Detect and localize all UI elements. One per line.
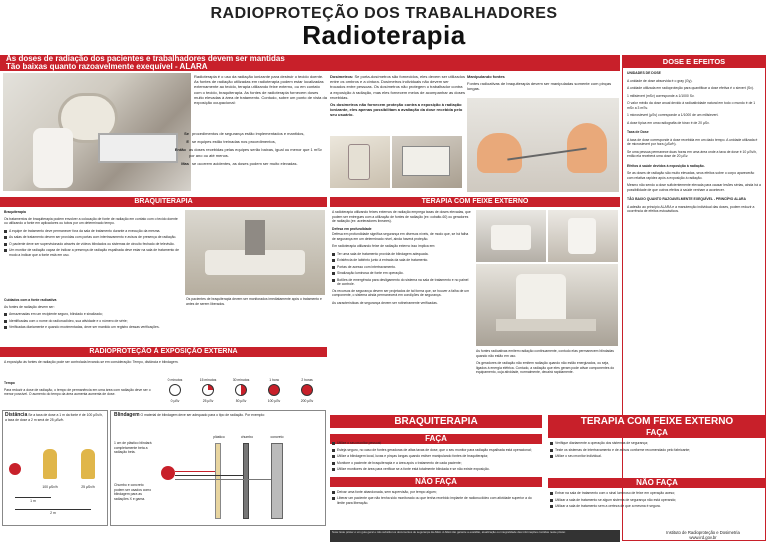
shield-label: plástico [213, 435, 225, 439]
institution-url[interactable]: www.ird.gov.br [689, 535, 717, 540]
doses-u6: A dose típica em uma radiografia de tórax é de 20 µSv. [627, 120, 710, 125]
feixe-text [332, 210, 472, 305]
beam-line [175, 479, 271, 480]
faca-braqui-item: Monitore o paciente de braquiterapia e a área após o tratamento de cada paciente; [332, 461, 540, 466]
feixe-item: Existência de labirinto junto à entrada da sala de tratamento. [332, 258, 472, 263]
doses-taxa: Taxa de Dose [627, 130, 649, 134]
faca-braqui-item: Utilize monitores de área para verificar se a fonte está totalmente blindada e se não existe exposição. [332, 467, 540, 472]
feixe-sistema: Em radioterapia utilizando feixe de radiação externo isso implica em: [332, 244, 436, 248]
faca-braqui-item: Utilize o seu monitor pessoal; [332, 441, 540, 446]
cond-mas-label: Mas [181, 160, 189, 166]
disclaimer-text: Nota: Este pôster é um guia geral e não substitui os documentos de segurança da AIEA. A AIEA não garante a exatidão, atualização ou integralidade das informações contidas neste pôster. [332, 530, 566, 534]
doses-u1: A unidade de dose absorvida é o gray (Gy). [627, 78, 693, 83]
blindagem-note-1: 1 cm de plástico blindará completamente beta a radiação beta. [114, 441, 152, 454]
cuidados-title: Cuidados com a fonte radioativa [4, 298, 57, 302]
exposicao-intro: A exposição às fontes de radiação pode ser controlada levando-se em consideração: Tempo, distância e blindagem. [4, 360, 179, 364]
intro-conditions [174, 131, 327, 166]
dose-label: 50 µSv [235, 399, 247, 403]
dose-label: 25 µSv [202, 399, 214, 403]
card-photo [392, 136, 462, 188]
blindagem-block [110, 410, 326, 526]
institution-name: Instituto de Radioproteção e Dosimetria [666, 530, 740, 535]
manipulando-text: Fontes radioativas de braquiterapia devem ser manipuladas somente com pinças longas. [467, 81, 612, 92]
time-label: 15 minutos [199, 378, 217, 382]
faca-feixe-panel [548, 415, 766, 529]
header-title-line1: RADIOPROTEÇÃO DOS TRABALHADORES [210, 5, 558, 22]
dist-dose-2: 25 µSv/h [81, 485, 95, 489]
feixe-intro: A radioterapia utilizando feixes externos de radiação emprega taxas de doses elevadas, que podem ser entregues com a utilização de fontes de radiação (ex: cobalto-60) ou geradores de radiação (ex: aceleradores lineares). [332, 210, 471, 223]
faca-feixe-faca: FAÇA [548, 428, 766, 438]
header [0, 0, 768, 52]
dosimetros-block [330, 74, 465, 118]
clock-icon [202, 384, 214, 396]
braqui-item: Um monitor de radiação capaz de indicar a presença de radiação espalhada deve estar na sala de tratamento de modo a indicar que a fonte está em uso. [4, 248, 182, 257]
blindagem-note-2: Chumbo e concreto podem ser usados como blindagem para as radiações X e gama. [114, 483, 152, 501]
doses-e2: Mesmo não sendo a dose suficientemente elevada para causar lesões sérias, ainda há a possibilidade de que outros efeitos à saúde venham a acontecer. [627, 183, 761, 192]
faca-braqui-item: Esteja seguro, no caso de fontes geradoras de altas taxas de dose, que o seu monitor para radiação espalhada está operacional; [332, 448, 540, 453]
banner-line1: As doses de radiação dos pacientes e trabalhadores devem ser mantidas [6, 54, 285, 63]
faca-braqui-item: Utilize a blindagem local, luvas e pinças longas quando estiver manipulando fontes de braquiterapia; [332, 454, 540, 459]
braqui-caption: Os pacientes de braquiterapia devem ser monitorados imediatamente após o tratamento e antes de serem liberados. [186, 297, 322, 306]
nao-faca-braqui: NÃO FAÇA [330, 477, 542, 487]
footer-disclaimer [330, 530, 620, 542]
doses-u2: A unidade utilizada em radioproteção para quantificar a dose efetiva é o sievert (Sv). [627, 86, 754, 90]
shield-label: chumbo [240, 435, 254, 439]
faca-feixe-item: Verifique diariamente a operação dos sistemas de segurança; [550, 441, 764, 446]
blindagem-title: Blindagem [114, 412, 140, 418]
braqui-photo [185, 210, 325, 295]
plastic-shield [215, 443, 221, 519]
exposicao-title: RADIOPROTEÇÃO À EXPOSIÇÃO EXTERNA [0, 347, 327, 357]
dosimeter-photo [330, 136, 390, 188]
beam-line [175, 471, 215, 472]
cond-se-text: procedimentos de segurança estão implementados e mantidos, [192, 131, 305, 136]
feixe-item: Portas de acesso com intertravamento. [332, 265, 472, 270]
doses-title: DOSE E EFEITOS [623, 56, 765, 68]
braqui-item: A equipe de tratamento deve permanecer fora da sala de tratamento durante a execução da mesma. [4, 229, 182, 234]
distancia-title: Distância [5, 412, 28, 418]
nao-faca-feixe: NÃO FAÇA [548, 478, 766, 488]
distance-arrow [15, 509, 91, 510]
cuidados-item: Armazenadas em um recipiente seguro, blindado e sinalizado; [4, 312, 324, 317]
concrete-shield [271, 443, 283, 519]
nao-faca-braqui-item: Deixar uma fonte abandonada, sem supervisão, por tempo algum; [332, 490, 540, 495]
forceps-photo [467, 98, 619, 192]
banner-line2: Tão baixas quanto razoavelmente exequível - ALARA [6, 62, 208, 71]
feixe-caracter: As características de segurança devem ser rotineiramente verificadas. [332, 300, 438, 305]
feixe-photo-1 [476, 210, 546, 262]
person-icon [43, 449, 57, 479]
dosimetros-bold: Os dosímetros não fornecem proteção contra a exposição à radiação ionizante, eles apenas possibilitam a avaliação da dose recebida pelo seu usuário. [330, 102, 463, 118]
distance-arrow [15, 497, 51, 498]
faca-feixe-item: Teste os sistemas de intertravamento e de avisos conforme recomendado pelo fabricante; [550, 448, 764, 453]
cond-entao-label: Então [174, 147, 186, 153]
time-label: 1 hora [269, 378, 279, 382]
feixe-title: TERAPIA COM FEIXE EXTERNO [330, 197, 620, 207]
braqui-title: BRAQUITERAPIA [0, 197, 327, 207]
feixe-defesa-text: Defesa em profundidade significa segurança em diversos níveis, de modo que, se há falha de segurança em um determinado nível, ainda haverá proteção. [332, 232, 469, 241]
dist-1m: 1 m [30, 499, 36, 503]
doses-a1: A adesão ao princípio ALARA e a manutenção individual das doses, podem reduzir a ocorrência de efeitos estocásticos. [627, 204, 755, 213]
doses-u3: 1 milisievert (mSv) corresponde a 1/1000 Sv. [627, 93, 695, 98]
faca-feixe-item: Utilize o seu monitor individual. [550, 454, 764, 459]
cuidados-intro: As fontes de radiação devem ser: [4, 304, 55, 309]
dist-dose-1: 100 µSv/h [42, 485, 58, 489]
dist-2m: 2 m [50, 511, 56, 515]
nao-faca-feixe-item: Utilizar a sala de tratamento se algum sistema de segurança não está operando; [550, 498, 764, 503]
distancia-block [2, 410, 108, 526]
braqui-item: As salas de tratamento devem ser providas com portas com intertravamento e avisos de presença de radiação. [4, 235, 182, 240]
tempo-block [4, 381, 154, 397]
intro-paragraph: Radioterapia é o uso da radiação ionizante para destruir o tecido doente. As fontes de radiação utilizadas em radioterapia podem estar localizadas externamente ao tecido, terapia utilizando feixe externo, ou em contato com o tecido, braquiterapia. As fontes de radioterapia fornecem doses muito elevadas à área de tratamento. Contudo, sobre um ponto de vista da exposição ocupacional: [194, 74, 327, 106]
cond-entao-text: as doses recebidas pelas equipes serão baixas, igual ou menor que 1 mSv por ano ou até menos. [188, 147, 322, 158]
clock-icon [169, 384, 181, 396]
feixe-item: Sinalização luminosa de fonte em operação. [332, 271, 472, 276]
doses-t2: Se uma pessoa permanece duas horas em uma área onde a taxa de dose é 10 µSv/h, então ela receberá uma dose de 20 µSv. [627, 149, 757, 158]
cond-se-label: Se [184, 131, 189, 136]
feixe-riscos: Os recursos de segurança devem ser projetados de tal forma que, se houver a falha de um componente, o sistema ainda permanecerá em condições de segurança. [332, 288, 470, 297]
dosimetros-title: Dosímetros: [330, 74, 354, 79]
clock-icon [301, 384, 313, 396]
doses-efeitos: Efeitos à saúde devidos à exposição à radiação. [627, 163, 705, 168]
time-scale [160, 378, 326, 408]
intro-photo [3, 73, 191, 191]
doses-t1: A taxa de dose corresponde à dose recebida em um dado tempo. A unidade utilizada é de microsievert por hora (µSv/h). [627, 137, 758, 146]
radiation-source-icon [161, 466, 175, 480]
time-label: 0 minutos [167, 378, 183, 382]
beam-line [175, 475, 243, 476]
shield-label: concreto [270, 435, 284, 439]
doses-unidades: UNIDADES DE DOSE [627, 71, 661, 75]
doses-alara: TÃO BAIXO QUANTO RAZOAVELMENTE EXEQUÍVEL - PRINCÍPIO ALARA [627, 197, 746, 201]
header-title-line2: Radioterapia [302, 20, 466, 50]
clock-icon [268, 384, 280, 396]
doses-e1: Se as doses de radiação são muito elevadas, seus efeitos sobre o corpo aparecerão com relativa rapidez após a exposição à radiação. [627, 171, 755, 180]
doses-u4: O valor médio da dose anual devido à radioatividade natural em todo o mundo é de 1 mSv a 3 mSv. [627, 101, 756, 110]
cuidados-item: Identificadas com o nome do radionuclídeo, sua atividade e o número de série; [4, 319, 324, 324]
intro-text [194, 74, 327, 108]
doses-u5: 1 microsievert (µSv) corresponde a 1/1000 de um milisievert. [627, 113, 719, 117]
faca-feixe-title: TERAPIA COM FEIXE EXTERNO [548, 415, 766, 428]
cond-e-text: se equipes estão treinadas nos procedimentos, [192, 139, 276, 145]
dose-label: 0 µSv [170, 399, 180, 403]
feixe-item: Ter uma sala de tratamento provida de blindagem adequada. [332, 252, 472, 257]
feixe-photo-3 [476, 264, 618, 346]
dose-label: 200 µSv [300, 399, 314, 403]
time-label: 2 horas [301, 378, 313, 382]
footer-institution [640, 530, 766, 540]
tempo-text: Para reduzir a dose de radiação, o tempo de permanência em uma área com radiação deve ser o menor possível. O aumento do tempo da área aumenta aumenta de dose. [4, 387, 151, 396]
feixe-caption-2: Os geradores de radiação não emitem radiação quando não estão energizados, ou seja, ligados à energia elétrica. Contudo, a radiação que eles geram pode ativar componentes do equipamento, cuja atividade, normalmente, decairá rapidamente. [476, 361, 615, 374]
time-label: 30 minutos [232, 378, 250, 382]
faca-braqui-title: BRAQUITERAPIA [330, 415, 542, 428]
dosimetros-text: Se porta-dosímetros são fornecidos, eles devem ser utilizados entre os ombros e a cintura. Dosímetros individuais não devem ser trocados entre pessoas. Os dosímetros não protegem o trabalhador contra a exposição à radiação, mas eles fornecem meios de acompanhar as doses recebidas. [330, 74, 465, 100]
cond-e-label: E [186, 139, 189, 145]
feixe-defesa: Defesa em profundidade [332, 226, 372, 231]
feixe-caption-1: As fontes radioativas emitem radiação continuamente, contudo elas permanecem blindadas quando não estão em uso. [476, 349, 614, 358]
braqui-intro: Os tratamentos de braquiterapia podem envolver a colocação de fonte de radiação em contato com o tecido doente ou utilizando a fonte em aplicadores ou tubos por um determinado tempo. [4, 216, 178, 225]
braqui-subtitle: Braquiterapia [4, 210, 26, 214]
nao-faca-feixe-item: Entrar na sala de tratamento com o sinal luminoso de feixe em operação aceso; [550, 491, 764, 496]
feixe-item: Botões de emergência para desligamento do sistema na sala de tratamento e no painel de controle. [332, 278, 472, 287]
feixe-photo-2 [548, 210, 618, 262]
braqui-text [4, 210, 182, 259]
braqui-item: O paciente deve ser supervisionado através de vídeos blindados ou sistemas de circuito fechado de televisão. [4, 242, 182, 247]
faca-braqui-panel [330, 415, 542, 529]
braqui-cuidados [4, 298, 324, 332]
cond-mas-text: se ocorrem acidentes, as doses podem ser muito elevadas. [192, 160, 298, 166]
cuidados-item: Verificadas diariamente e quando movimentadas, deve ser mantido um registro dessas verificações. [4, 325, 324, 330]
faca-braqui-faca: FAÇA [330, 434, 542, 444]
person-icon [81, 449, 95, 479]
manipulando-title: Manipulando fontes [467, 74, 505, 79]
blindagem-text: O material de blindagem deve ser adequado para o tipo de radiação. Por exemplo: [140, 413, 265, 417]
distancia-text: Se a taxa de dose a 1 m da fonte é de 100 µSv/h, a taxa de dose a 2 m será de 25 µSv/h. [5, 413, 103, 422]
nao-faca-feixe-item: Utilizar a sala de tratamento sem a certeza de que a mesma é segura. [550, 504, 764, 509]
nao-faca-braqui-item: Liberar um paciente que não tenha sido monitorado ou que tenha recebido implante de radionuclídeo com atividade superior a do limite para liberação. [332, 496, 540, 505]
alara-banner [0, 55, 620, 71]
tempo-title: Tempo [4, 381, 15, 385]
clock-icon [235, 384, 247, 396]
dose-label: 100 µSv [267, 399, 281, 403]
source-icon [9, 463, 21, 475]
manipulando-block [467, 74, 618, 92]
feixe-captions [476, 349, 618, 375]
lead-shield [243, 443, 249, 519]
